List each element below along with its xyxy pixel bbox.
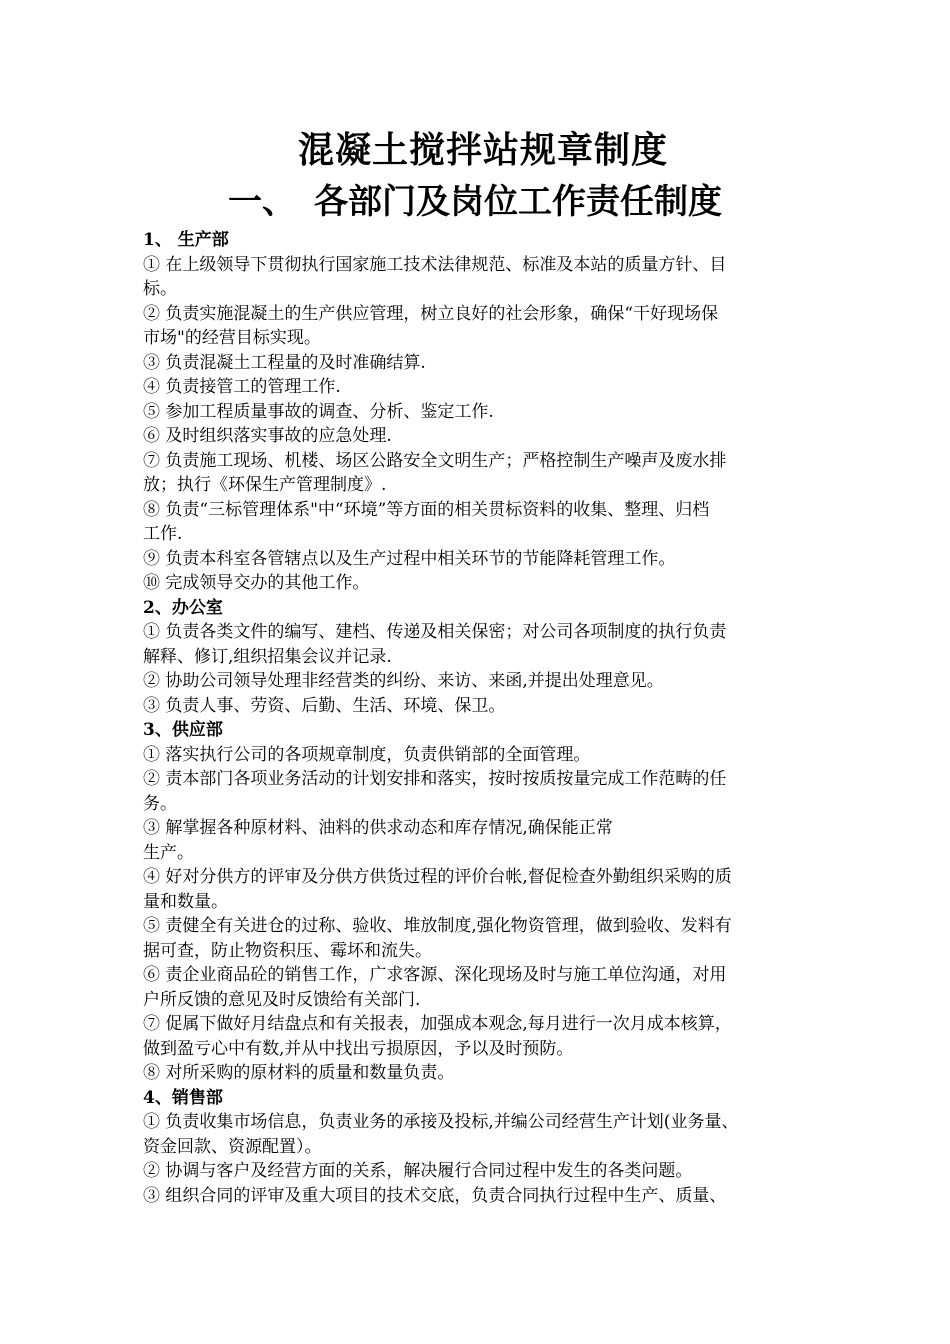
duty-item-line: ② 协助公司领导处理非经营类的纠纷、来访、来函,并提出处理意见。	[143, 671, 664, 691]
duty-item-line: ④ 好对分供方的评审及分供方供货过程的评价台帐,督促检查外勤组织采购的质	[143, 867, 732, 887]
duty-item-line: ⑦ 负责施工现场、机楼、场区公路安全文明生产；严格控制生产噪声及废水排	[143, 450, 727, 471]
duty-item-line: ② 责本部门各项业务活动的计划安排和落实，按时按质按量完成工作范畴的任	[143, 769, 727, 789]
duty-item-line: 标。	[143, 279, 177, 299]
section-title-text: 各部门及岗位工作责任制度	[314, 182, 722, 222]
duty-item	[143, 620, 815, 669]
duty-item	[143, 547, 815, 572]
duty-item	[143, 571, 815, 596]
duty-item-line: 工作.	[143, 524, 183, 544]
duty-item-line: 务。	[143, 793, 177, 814]
duty-item	[143, 865, 815, 914]
duty-item-line: ① 落实执行公司的各项规章制度，负责供销部的全面管理。	[143, 744, 591, 765]
duty-item-line: ⑩ 完成领导交办的其他工作。	[143, 573, 370, 593]
duty-item-line: 解释、修订,组织招集会议并记录.	[143, 646, 392, 667]
duty-item-line: ③ 解掌握各种原材料、油料的供求动态和库存情况,确保能正常	[143, 818, 613, 838]
duty-item-line: ⑧ 负责“三标管理体系"中“环境”等方面的相关贯标资料的收集、整理、归档	[143, 499, 710, 520]
document-title: 混凝土搅拌站规章制度	[297, 129, 668, 171]
duty-item	[143, 1012, 815, 1061]
duty-item-line: ③ 组织合同的评审及重大项目的技术交底，负责合同执行过程中生产、质量、	[143, 1185, 727, 1206]
duty-item-line: ① 负责各类文件的编写、建档、传递及相关保密；对公司各项制度的执行负责	[143, 622, 727, 642]
duty-item-line: 生产。	[143, 842, 194, 863]
duty-item-line: ③ 负责人事、劳资、后勤、生活、环境、保卫。	[143, 695, 506, 716]
duty-item-line: ① 负责收集市场信息，负责业务的承接及投标,并编公司经营生产计划(业务量、	[143, 1112, 739, 1132]
duty-item-line: ⑥ 及时组织落实事故的应急处理.	[143, 426, 392, 446]
duty-item-line: 资金回款、资源配置）。	[143, 1136, 322, 1157]
duty-item-line: ⑤ 责健全有关进仓的过称、验收、堆放制度,强化物资管理，做到验收、发料有	[143, 916, 732, 936]
duty-item	[143, 694, 815, 719]
duty-item	[143, 816, 815, 865]
duty-item	[143, 424, 815, 449]
duty-item	[143, 449, 815, 498]
department-heading: 1、 生产部	[143, 230, 229, 250]
duty-item	[143, 1184, 815, 1209]
duty-item-line: ⑧ 对所采购的原材料的质量和数量负责。	[143, 1063, 455, 1083]
duty-item-line: ② 协调与客户及经营方面的关系，解决履行合同过程中发生的各类问题。	[143, 1161, 693, 1181]
duty-item	[143, 400, 815, 425]
duty-item	[143, 302, 815, 351]
section-number: 一、	[228, 182, 296, 222]
department-heading: 2、办公室	[143, 597, 223, 618]
duty-item	[143, 767, 815, 816]
duty-item-line: 量和数量。	[143, 891, 228, 912]
duty-item-line: ④ 负责接管工的管理工作.	[143, 377, 341, 397]
duty-item-line: ③ 负责混凝土工程量的及时准确结算.	[143, 352, 426, 373]
duty-item	[143, 253, 815, 302]
duty-item-line: 户所反馈的意见及时反馈给有关部门.	[143, 989, 421, 1010]
duty-item-line: 放；执行《环保生产管理制度》.	[143, 475, 387, 495]
duty-item	[143, 1159, 815, 1184]
duty-item	[143, 1061, 815, 1086]
document-page	[143, 122, 823, 1208]
duty-item-line: ① 在上级领导下贯彻执行国家施工技术法律规范、标准及本站的质量方针、目	[143, 254, 727, 275]
duty-item-line: ⑨ 负责本科室各管辖点以及生产过程中相关环节的节能降耗管理工作。	[143, 548, 676, 569]
duty-item-line: ⑥ 责企业商品砼的销售工作，广求客源、深化现场及时与施工单位沟通，对用	[143, 965, 727, 985]
duty-item	[143, 1110, 815, 1159]
department-list	[143, 228, 823, 1208]
duty-item-line: ⑦ 促属下做好月结盘点和有关报表，加强成本观念,每月进行一次月成本核算，	[143, 1014, 732, 1034]
duty-item	[143, 375, 815, 400]
section-title	[143, 178, 823, 226]
duty-item	[143, 963, 815, 1012]
duty-item	[143, 743, 815, 768]
duty-item-line: 市场"的经营目标实现。	[143, 328, 321, 348]
duty-item	[143, 669, 815, 694]
duty-item-line: 据可查，防止物资积压、霉坏和流失。	[143, 940, 432, 961]
duty-item-line: ② 负责实施混凝土的生产供应管理，树立良好的社会形象，确保“干好现场保	[143, 303, 719, 324]
duty-item-line: ⑤ 参加工程质量事故的调查、分析、鉴定工作.	[143, 401, 494, 422]
duty-item	[143, 914, 815, 963]
department-heading: 3、供应部	[143, 720, 223, 740]
department-heading: 4、销售部	[143, 1087, 223, 1108]
duty-item-line: 做到盈亏心中有数,并从中找出亏损原因，予以及时预防。	[143, 1038, 574, 1059]
duty-item	[143, 351, 815, 376]
duty-item	[143, 498, 815, 547]
